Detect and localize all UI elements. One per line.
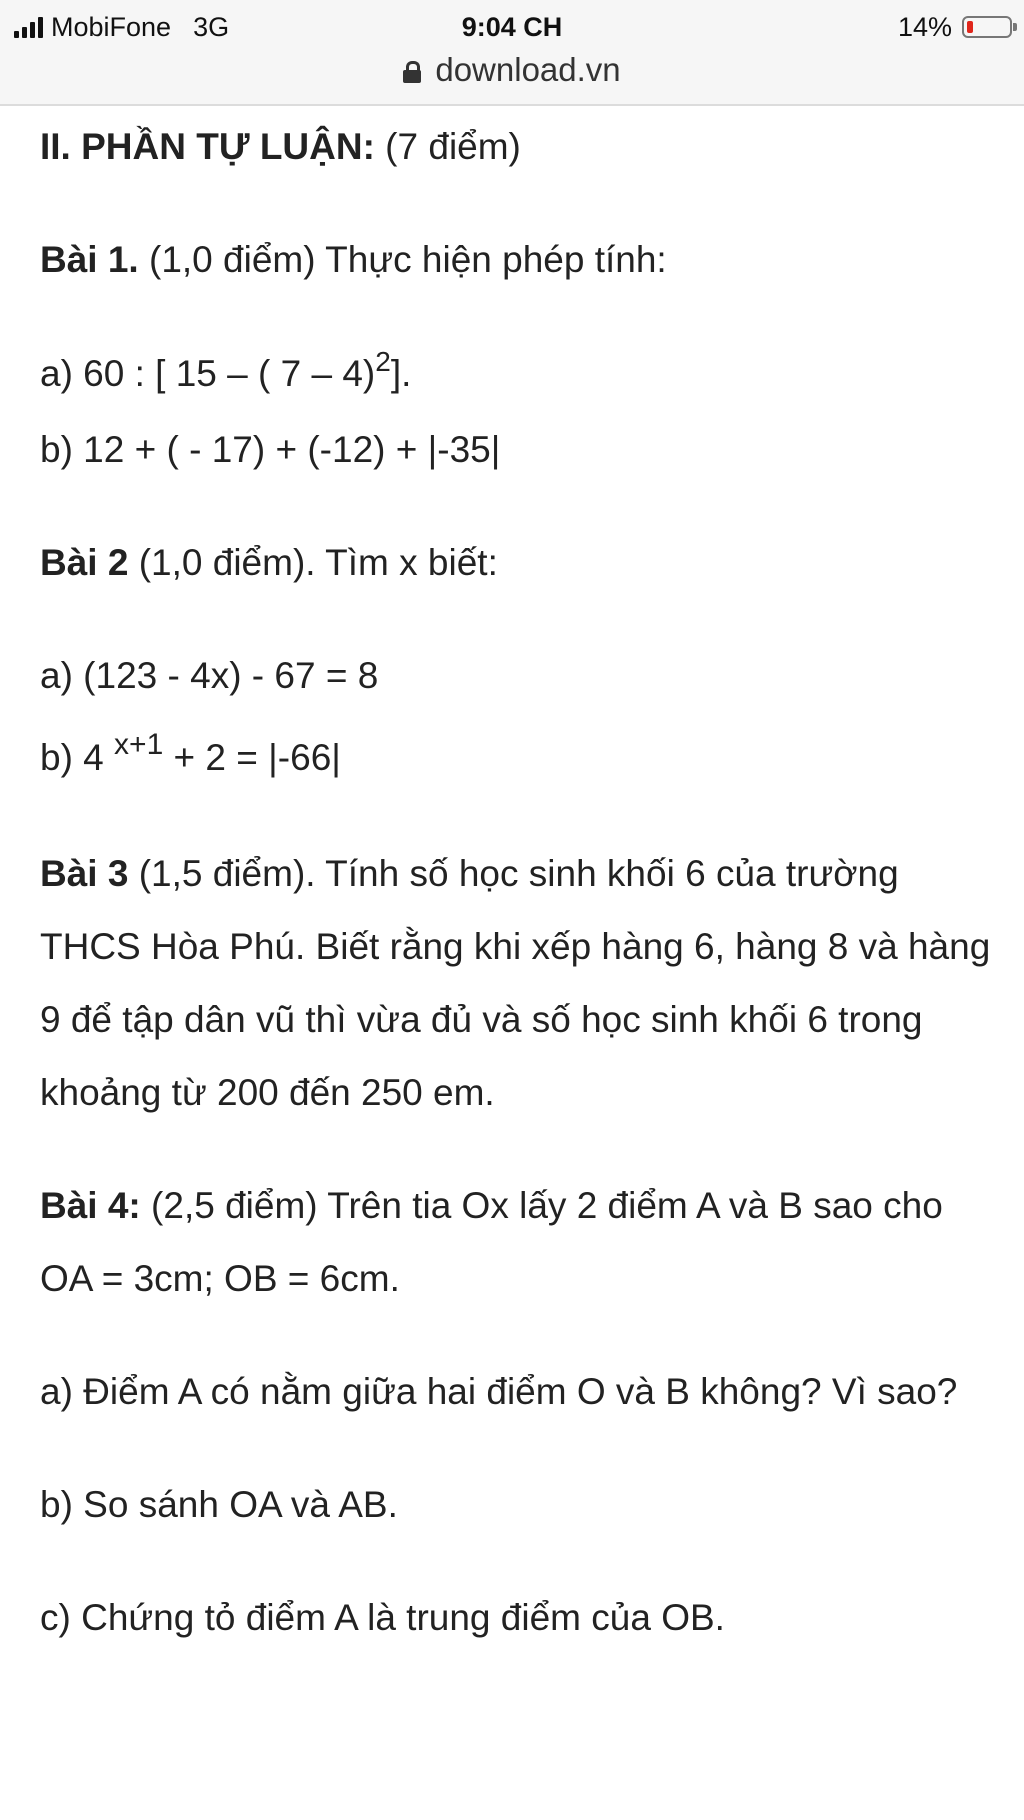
battery-status [898,10,1012,44]
bai4-paragraph: Bài 4: (2,5 điểm) Trên tia Ox lấy 2 điểm A và B sao cho OA = 3cm; OB = 6cm. [40,1185,943,1299]
bai1-part-a: a) 60 : [ 15 – ( 7 – 4)$^2$]. [40,346,412,394]
bai3-paragraph: Bài 3 (1,5 điểm). Tính số học sinh khối 6 của trường THCS Hòa Phú. Biết rằng khi xếp hàng 6, hàng 8 và hàng 9 để tập dân vũ thì vừa đủ và số học sinh khối 6 trong khoảng từ 200 đến 250 em. [40,853,991,1113]
bai4-part-b: b) So sánh OA và AB. [40,1484,398,1525]
bai2-heading: Bài 2 (1,0 điểm). Tìm x biết: [40,542,498,583]
status-bar [0,0,1024,106]
lock-icon [403,61,421,83]
battery-icon [962,16,1012,38]
status-time: 9:04 CH [461,12,563,42]
bai1-part-b: b) 12 + ( - 17) + (-12) + |-35| [40,429,501,470]
document-content [40,110,1000,1654]
battery-level-fill [967,21,973,33]
bai2-part-a: a) (123 - 4x) - 67 = 8 [40,655,379,696]
bai1-heading: Bài 1. (1,0 điểm) Thực hiện phép tính: [40,239,667,280]
bai4-part-a: a) Điểm A có nằm giữa hai điểm O và B không? Vì sao? [40,1371,958,1412]
address-bar[interactable] [0,46,1024,94]
bai4-part-c: c) Chứng tỏ điểm A là trung điểm của OB. [40,1597,725,1638]
network-type: 3G [193,11,230,42]
battery-percent: 14% [897,11,952,42]
carrier-name: MobiFone [51,11,172,42]
url-text[interactable]: download.vn [435,51,621,88]
bai2-part-b: b) 4 $^{x+1}$ + 2 = |-66| [40,728,341,778]
section-title: II. PHẦN TỰ LUẬN: (7 điểm) [40,126,521,167]
